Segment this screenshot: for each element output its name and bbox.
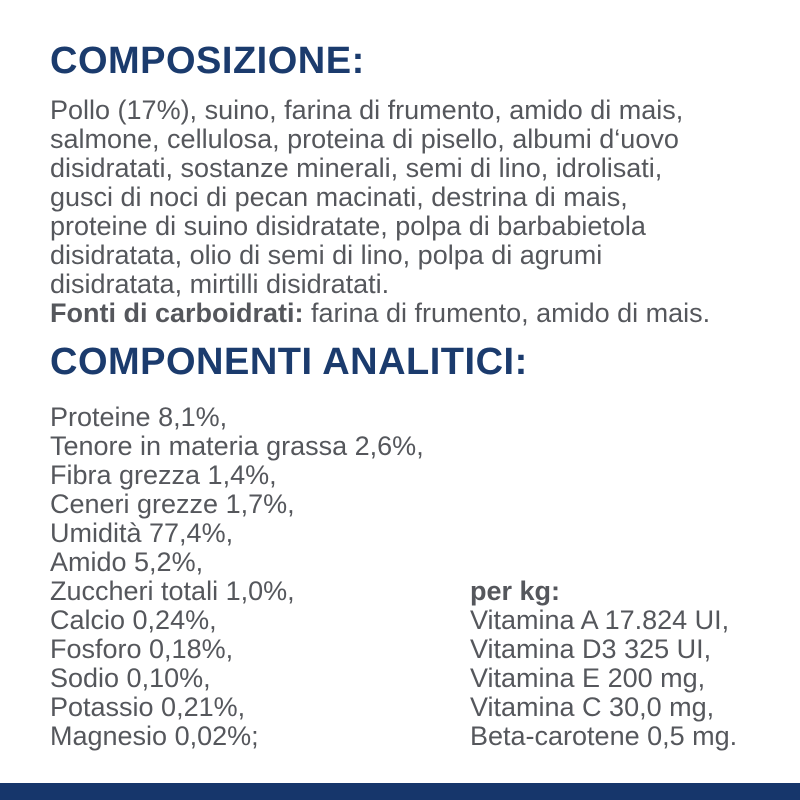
per-kg-item: Beta-carotene 0,5 mg. bbox=[470, 721, 738, 751]
carb-sources-text: farina di frumento, amido di mais. bbox=[303, 298, 711, 328]
analytical-component-item: Magnesio 0,02%; bbox=[50, 721, 259, 751]
ingredients-line: proteine di suino disidratate, polpa di barbabietola bbox=[50, 211, 646, 241]
per-kg-column bbox=[470, 577, 790, 751]
footer-bar bbox=[0, 783, 800, 800]
componenti-analitici-heading: COMPONENTI ANALITICI: bbox=[50, 341, 528, 383]
analytical-component-item: Tenore in materia grassa 2,6%, bbox=[50, 431, 424, 461]
analytical-component-item: Ceneri grezze 1,7%, bbox=[50, 489, 295, 519]
analytical-component-item: Calcio 0,24%, bbox=[50, 605, 217, 635]
per-kg-item: Vitamina A 17.824 UI, bbox=[470, 605, 730, 635]
carb-sources-line bbox=[50, 299, 780, 328]
analytical-component-item: Zuccheri totali 1,0%, bbox=[50, 576, 295, 606]
ingredients-line: disidratata, mirtilli disidratati. bbox=[50, 269, 390, 299]
analytical-component-item: Umidità 77,4%, bbox=[50, 518, 234, 548]
ingredients-paragraph bbox=[50, 96, 780, 328]
ingredients-line: gusci di noci di pecan macinati, destrina di mais, bbox=[50, 182, 628, 212]
carb-sources-label: Fonti di carboidrati: bbox=[50, 298, 304, 328]
per-kg-heading: per kg: bbox=[470, 576, 561, 606]
analytical-components-list bbox=[50, 403, 480, 751]
per-kg-item: Vitamina C 30,0 mg, bbox=[470, 692, 715, 722]
ingredients-line: disidratati, sostanze minerali, semi di lino, idrolisati, bbox=[50, 153, 663, 183]
ingredients-line: salmone, cellulosa, proteina di pisello, albumi d‘uovo bbox=[50, 124, 679, 154]
analytical-component-item: Potassio 0,21%, bbox=[50, 692, 246, 722]
composizione-heading: COMPOSIZIONE: bbox=[50, 40, 365, 82]
ingredients-line: disidratata, olio di semi di lino, polpa di agrumi bbox=[50, 240, 603, 270]
analytical-component-item: Fibra grezza 1,4%, bbox=[50, 460, 277, 490]
analytical-component-item: Proteine 8,1%, bbox=[50, 402, 228, 432]
ingredients-line: Pollo (17%), suino, farina di frumento, amido di mais, bbox=[50, 95, 684, 125]
ingredients-lines bbox=[50, 96, 780, 299]
analytical-component-item: Sodio 0,10%, bbox=[50, 663, 211, 693]
analytical-component-item: Fosforo 0,18%, bbox=[50, 634, 234, 664]
analytical-component-item: Amido 5,2%, bbox=[50, 547, 204, 577]
per-kg-list bbox=[470, 606, 790, 751]
per-kg-item: Vitamina E 200 mg, bbox=[470, 663, 706, 693]
per-kg-item: Vitamina D3 325 UI, bbox=[470, 634, 712, 664]
